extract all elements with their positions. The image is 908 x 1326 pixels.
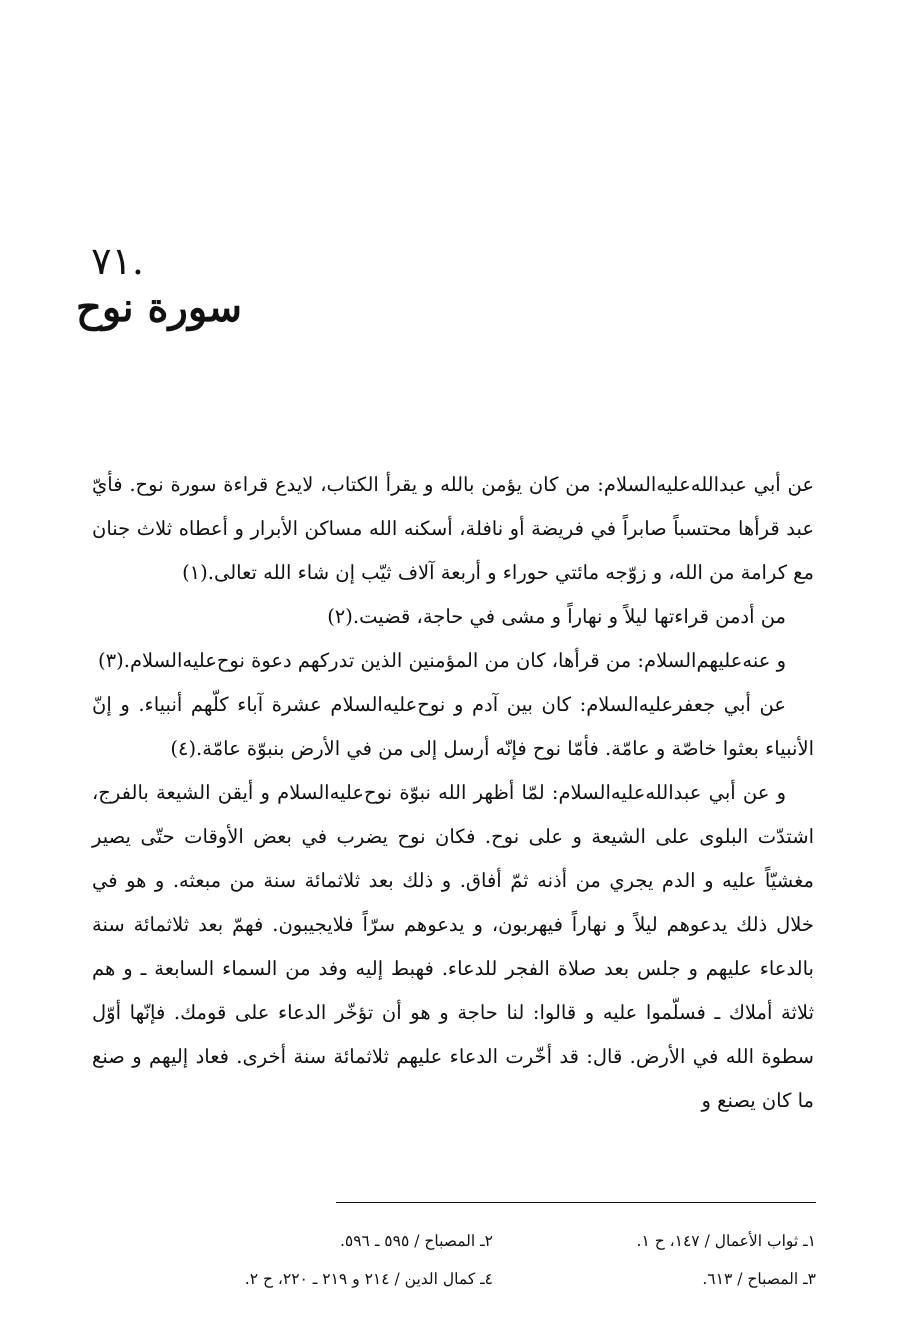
chapter-title: سورة نوح — [76, 284, 242, 331]
footnote-1: ١ـ ثواب الأعمال / ١٤٧، ح ١. — [636, 1232, 816, 1250]
footnote-row — [170, 1260, 816, 1298]
footnote-divider — [336, 1202, 816, 1203]
paragraph-3: و عنه‌عليهم‌السلام: من قرأها، كان من المؤمنين الذين تدركهم دعوة نوح‌عليه‌السلام.(٣) — [98, 649, 786, 672]
chapter-number: .٧١ — [91, 239, 144, 283]
paragraph-1: عن أبي عبدالله‌عليه‌السلام: من كان يؤمن بالله و يقرأ الكتاب، لايدع قراءة سورة نوح. فأيّ عبد قرأها محتسباً صابراً في فريضة أو نافلة، أسكنه الله مساكن الأبرار و أعطاه ثلاث جنان مع كرامة من الله، و زوّجه مائتي حوراء و أربعة آلاف ثيّب إن شاء الله تعالى.(١) — [92, 473, 814, 584]
body-text — [92, 463, 814, 1123]
paragraph-2: من أدمن قراءتها ليلاً و نهاراً و مشى في حاجة، قضيت.(٢) — [327, 605, 786, 628]
paragraph-5: و عن أبي عبدالله‌عليه‌السلام: لمّا أظهر الله نبوّة نوح‌عليه‌السلام و أيقن الشيعة بالفرج، اشتدّت البلوى على الشيعة و على نوح. فكان نوح يضرب في بعض الأوقات حتّى يصير مغشيّاً عليه و الدم يجري من أذنه ثمّ أفاق. و ذلك بعد ثلاثمائة سنة من مبعثه. و هو في خلال ذلك يدعوهم ليلاً و نهاراً فيهربون، و يدعوهم سرّاً فلايجيبون. فهمّ بعد ثلاثمائة سنة بالدعاء عليهم و جلس بعد صلاة الفجر للدعاء. فهبط إليه وفد من السماء السابعة ـ و هم ثلاثة أملاك ـ فسلّموا عليه و قالوا: لنا حاجة و هو أن تؤخّر الدعاء على قومك. فإنّها أوّل سطوة الله في الأرض. قال: قد أخّرت الدعاء عليهم ثلاثمائة سنة أخرى. فعاد إليهم و صنع ما كان يصنع و — [92, 781, 814, 1112]
footnote-4: ٤ـ كمال الدين / ٢١٤ و ٢١٩ ـ ٢٢٠، ح ٢. — [244, 1270, 493, 1288]
footnote-3: ٣ـ المصباح / ٦١٣. — [702, 1270, 816, 1288]
footnote-row — [170, 1222, 816, 1260]
paragraph-4: عن أبي جعفر‌عليه‌السلام: كان بين آدم و نوح‌عليه‌السلام عشرة آباء كلّهم أنبياء. و إنّ الأنبياء بعثوا خاصّة و عامّة. فأمّا نوح فإنّه أرسل إلى من في الأرض بنبوّة عامّة.(٤) — [92, 693, 814, 760]
footnote-2: ٢ـ المصباح / ٥٩٥ ـ ٥٩٦. — [339, 1232, 493, 1250]
footnotes — [170, 1222, 816, 1298]
